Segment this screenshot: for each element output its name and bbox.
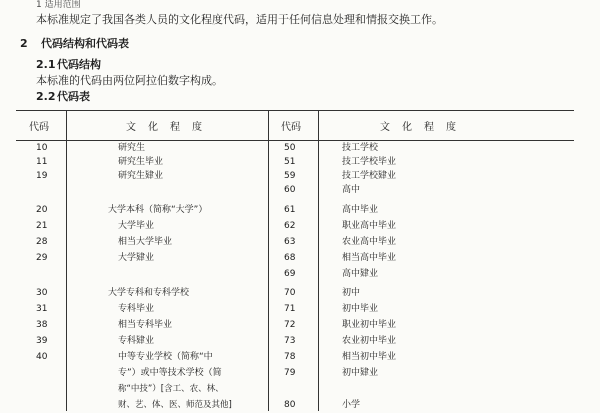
right-code-cell: 69: [284, 269, 296, 279]
table-row: [16, 266, 574, 282]
left-level-cell: 专科毕业: [118, 304, 155, 314]
header-left-code: 代码: [29, 122, 49, 133]
table-row: [16, 182, 574, 198]
left-level-cell: 研究生肄业: [118, 171, 164, 181]
table-row: [16, 218, 574, 234]
section-2-1-title: 代码结构: [57, 58, 101, 71]
left-level-cell: 研究生: [118, 143, 146, 153]
right-level-cell: 高中: [342, 185, 361, 195]
right-level-cell: 技工学校毕业: [342, 157, 397, 167]
right-code-cell: 63: [284, 237, 296, 247]
table-row: [16, 333, 574, 349]
education-code-table: [16, 110, 574, 411]
section-2-heading: [20, 35, 129, 51]
right-code-cell: 71: [284, 304, 296, 314]
right-code-cell: 72: [284, 320, 296, 330]
table-header-row: [16, 111, 574, 141]
right-level-cell: 初中: [342, 288, 361, 298]
right-level-cell: 相当初中毕业: [342, 352, 397, 362]
cut-off-heading: 1 适用范围: [36, 0, 81, 10]
left-level-cell: 专科肄业: [118, 336, 155, 346]
table-row: [16, 250, 574, 266]
left-code-cell: 11: [36, 157, 48, 167]
left-code-cell: 31: [36, 304, 48, 314]
right-level-cell: 技工学校: [342, 143, 379, 153]
table-row: [16, 234, 574, 250]
table-row: [16, 349, 574, 365]
left-level-cell: 研究生毕业: [118, 157, 164, 167]
right-code-cell: 51: [284, 157, 296, 167]
right-code-cell: 59: [284, 171, 296, 181]
section-2-1-paragraph: 本标准的代码由两位阿拉伯数字构成。: [36, 74, 223, 87]
right-code-cell: 68: [284, 253, 296, 263]
right-code-cell: 61: [284, 205, 296, 215]
left-code-cell: 30: [36, 288, 48, 298]
left-code-cell: 19: [36, 171, 48, 181]
left-code-cell: 20: [36, 205, 48, 215]
left-level-cell: 相当大学毕业: [118, 237, 173, 247]
section-2-2-number: 2.2: [36, 90, 56, 103]
table-body: [16, 140, 574, 410]
right-level-cell: 小学: [342, 400, 361, 410]
left-code-cell: 28: [36, 237, 48, 247]
right-code-cell: 73: [284, 336, 296, 346]
section-2-2-title: 代码表: [57, 90, 90, 103]
right-level-cell: 高中毕业: [342, 205, 379, 215]
intro-paragraph: 本标准规定了我国各类人员的文化程度代码，适用于任何信息处理和情报交换工作。: [36, 13, 443, 26]
right-code-cell: 50: [284, 143, 296, 153]
table-row: [16, 381, 574, 397]
left-level-cell: 大学毕业: [118, 221, 155, 231]
right-level-cell: 高中肄业: [342, 269, 379, 279]
section-2-title: 代码结构和代码表: [41, 37, 129, 50]
table-row: [16, 202, 574, 218]
left-level-cell: 财、艺、体、医、师范及其他]: [118, 400, 232, 410]
table-row: [16, 365, 574, 381]
left-level-cell: 专”）或中等技术学校（简: [118, 368, 222, 378]
header-right-level: 文化程度: [380, 122, 468, 133]
header-left-level: 文化程度: [126, 122, 214, 133]
right-code-cell: 62: [284, 221, 296, 231]
table-row: [16, 397, 574, 413]
right-level-cell: 初中肄业: [342, 368, 379, 378]
right-code-cell: 60: [284, 185, 296, 195]
right-level-cell: 农业高中毕业: [342, 237, 397, 247]
left-level-cell: 大学本科（简称“大学”）: [108, 205, 208, 215]
right-level-cell: 初中毕业: [342, 304, 379, 314]
table-row: [16, 285, 574, 301]
section-2-1-heading: [36, 56, 101, 72]
left-code-cell: 39: [36, 336, 48, 346]
left-code-cell: 40: [36, 352, 48, 362]
section-2-number: 2: [20, 37, 28, 50]
left-level-cell: 中等专业学校（简称“中: [118, 352, 213, 362]
left-code-cell: 10: [36, 143, 48, 153]
right-level-cell: 技工学校肄业: [342, 171, 397, 181]
table-row: [16, 301, 574, 317]
right-code-cell: 79: [284, 368, 296, 378]
left-code-cell: 21: [36, 221, 48, 231]
left-code-cell: 29: [36, 253, 48, 263]
left-level-cell: 大学专科和专科学校: [108, 288, 190, 298]
left-level-cell: 相当专科毕业: [118, 320, 173, 330]
left-level-cell: 大学肄业: [118, 253, 155, 263]
left-code-cell: 38: [36, 320, 48, 330]
right-code-cell: 70: [284, 288, 296, 298]
section-2-1-number: 2.1: [36, 58, 56, 71]
right-code-cell: 78: [284, 352, 296, 362]
right-level-cell: 职业高中毕业: [342, 221, 397, 231]
right-level-cell: 职业初中毕业: [342, 320, 397, 330]
right-level-cell: 农业初中毕业: [342, 336, 397, 346]
right-code-cell: 80: [284, 400, 296, 410]
section-2-2-heading: [36, 88, 90, 104]
right-level-cell: 相当高中毕业: [342, 253, 397, 263]
left-level-cell: 称“中技”）[含工、农、林、: [118, 384, 224, 394]
table-row: [16, 317, 574, 333]
header-right-code: 代码: [281, 122, 301, 133]
